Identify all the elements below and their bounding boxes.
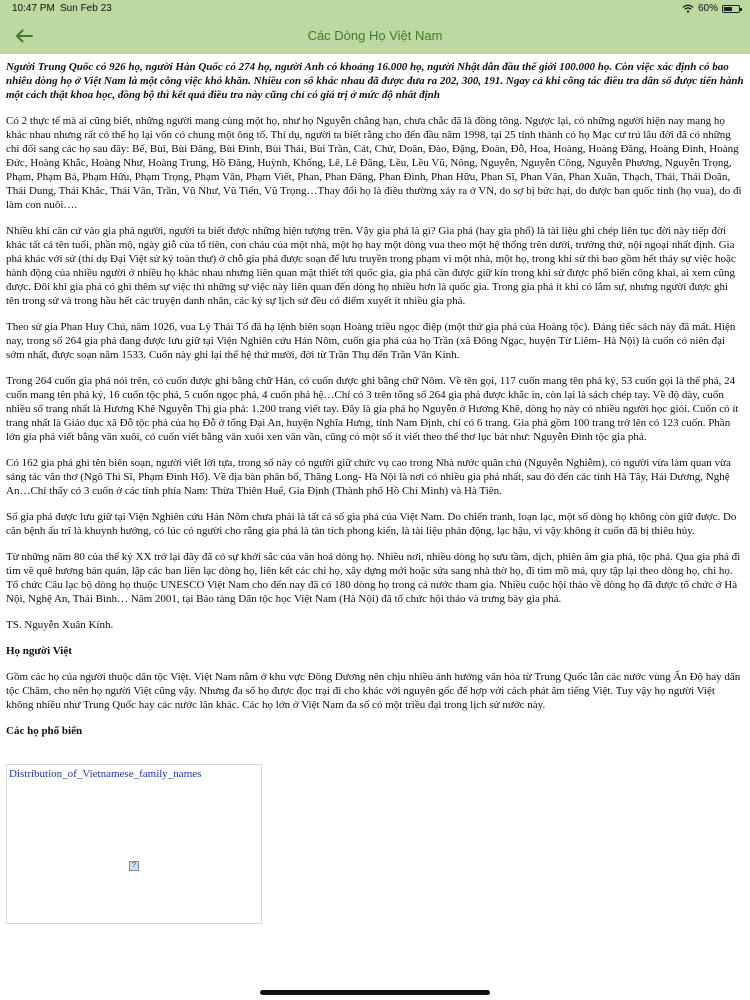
section-text-ho-nguoi-viet: Gồm các họ của người thuộc dân tộc Việt. Việt Nam nằm ở khu vực Đông Dương nên chịu nhiều ảnh hưởng văn hóa từ Trung Quốc lẫn các nước vùng Ấn Độ hay dân tộc Chăm, cho nên họ người Việt cũng vậy. Nhưng đa số họ được đọc trại đi cho khác với nguyên gốc để hợp với cách phát âm tiếng Việt. Tuy vậy họ người Việt không nhiều như Trung Quốc hay các nước lân khác. Các họ lớn ở Việt Nam đa số có một triều đại trong lịch sử nước này.: [6, 671, 741, 711]
section-heading-cac-ho-pho-bien: Các họ phổ biến: [6, 725, 83, 737]
page-title: Các Dòng Họ Việt Nam: [307, 28, 443, 43]
article-content[interactable]: [0, 54, 750, 1000]
battery-icon: [722, 5, 740, 13]
home-indicator[interactable]: [260, 990, 490, 995]
article-paragraph-4: Trong 264 cuốn gia phả nói trên, có cuốn được ghi bằng chữ Hán, có cuốn được ghi bằng chữ Nôm. Về tên gọi, 117 cuốn mang tên phả ký, 53 cuốn gọi là thế phả, 24 cuốn mang tên phả ký, 16 cuốn tộc phả, 5 cuốn ngọc phả, 4 cuốn phả hệ…Chỉ có 3 trên tổng số 264 gia phả được khắc in, còn lại là sách chép tay. Về độ dày, cuốn nhiều số trang nhất là Hương Khê Nguyễn Thị gia phả: 1.200 trang viết tay. Đây là gia phả họ Nguyễn ở Hương Khê, dòng họ này có nhiều người học giỏi. Cuốn có ít trang nhất là Giáo dục xã Đỗ tộc phả của họ Đỗ ở tổng Đại An, huyện Nghĩa Hưng, tỉnh Nam Định, chỉ có 6 trang. Gia phả gồm 100 trang trở lên có 123 cuốn. Phần lớn gia phả viết bằng văn xuôi, có cuốn viết bằng văn xuôi xen văn vần, cũng có một số ít viết theo thể thơ lục bát như: Nguyễn Đình tộc gia phả.: [6, 375, 739, 443]
article-paragraph-1: Có 2 thực tế mà ai cũng biết, những người mang cùng một họ, như họ Nguyễn chẳng hạn, chưa chắc đã là đồng tông. Ngược lại, có những người hiện nay mang họ khác nhau nhưng rất có thể họ lại vốn có chung một ông tổ. Thí dụ, người ta biết rằng cho đến đầu năm 1998, tại 25 tỉnh thành có họ Mạc cư trú lâu đời đã có những chi đổi sang các họ sau đây: Bế, Bùi, Bùi Đăng, Bùi Đình, Bùi Thái, Bùi Trần, Cát, Chử, Doãn, Đào, Đặng, Đoàn, Đỗ, Hoa, Hoàng, Hoàng Đăng, Hoàng Đình, Hoàng Đức, Hoàng Khắc, Hoàng Như, Hoàng Trung, Hồ Đăng, Huỳnh, Khổng, Lê, Lê Đăng, Lều, Lều Vũ, Nông, Nguyễn, Nguyễn Công, Nguyễn Phương, Nguyễn Trọng, Phạm, Phạm Bá, Phạm Hữu, Phạm Trọng, Phạm Văn, Phạm Viết, Phan, Phan Đăng, Phan Đình, Phan Hữu, Phan Sĩ, Phan Văn, Phan Xuân, Thạch, Thái, Thái Doãn, Thái Dung, Thái Khắc, Thái Văn, Trần, Vũ Như, Vũ Tiến, Vũ Trọng…Thay đổi họ là điều thường xảy ra ở VN, do sợ bị bức hại, do được ban quốc tính (họ vua), do đi làm con nuôi….: [6, 115, 742, 211]
battery-percent: 60%: [697, 3, 718, 14]
article-lead: Người Trung Quốc có 926 họ, người Hàn Quốc có 274 họ, người Anh có khoảng 16.000 họ, người Nhật dẫn đầu thế giới 100.000 họ. Còn việc xác định có bao nhiêu dòng họ ở Việt Nam là một công việc khó khăn. Nhiều con số khác nhau đã được đưa ra 202, 300, 191. Ngay cả khi công tác điều tra dân số được tiến hành một cách thật khoa học, đồng bộ thì kết quả điều tra này cũng chỉ có giá trị ở mức độ nhất định: [6, 61, 744, 101]
status-right: [682, 3, 740, 14]
article-author: TS. Nguyễn Xuân Kính.: [6, 619, 114, 631]
broken-image-icon: ?: [129, 861, 139, 871]
nav-bar: [0, 18, 750, 54]
section-heading-ho-nguoi-viet: Họ người Việt: [6, 645, 72, 657]
article-paragraph-6: Số gia phả được lưu giữ tại Viện Nghiên cứu Hán Nôm chưa phải là tất cả số gia phả của Việt Nam. Do chiến tranh, loạn lạc, một số dòng họ không còn giữ được. Do căn bệnh ấu trĩ là khuynh hướng, có lúc có người cho rằng gia phả là tàn tích phong kiến, là tài liệu phản động, lạc hậu, vì vậy không ít cuốn đã bị thiêu hủy.: [6, 511, 737, 537]
article-paragraph-2: Nhiều khi căn cứ vào gia phả người, người ta biết được những hiện tượng trên. Vậy gia phả là gì? Gia phả (hay gia phổ) là tài liệu ghi chép liên tục đời này tiếp đời khác tất cả tên tuổi, phần mộ, ngày giỗ của tổ tiên, con cháu của một nhà, một họ hay một dòng vua theo một hệ thống trên dưới, trưởng thứ, nội ngoại nhất định. Gia phả khác với sử (thí dụ Đại Việt sử ký toàn thư) ở chỗ gia phả được soạn để lưu truyền trong phạm vi một nhà, một họ, trong khi sử thì bao gồm hết thảy sự việc hoặc hành động của nhiều người ở nhiều họ khác nhau nhưng liên quan mật thiết tới quốc gia, gia phả cần được giữ kín trong khi sử được phổ biến công khai, ai xem cũng được. Đôi khi gia phả có ghi thêm sự việc thì những sự việc này liên quan đến dòng họ nhiều hơn là quốc gia. Trong gia phả ít khi có lắm sự, nhưng người được ghi tên trong sử và trong hầu hết các truyện danh nhân, các ký sự lịch sử đều có điểm xuyết ít nhiều gia phả.: [6, 225, 736, 307]
battery-fill: [724, 7, 732, 11]
article-paragraph-7: Từ những năm 80 của thế kỷ XX trở lại đây đã có sự khởi sắc của văn hoá dòng họ. Nhiều nơi, nhiều dòng họ sưu tầm, dịch, phiên âm gia phả, tộc phả. Qua gia phả đi tìm về quê hương bản quán, lập các ban liên lạc dòng họ, liên kết các chi họ, xây dựng mới hoặc sửa sang nhà thờ họ, đi tìm mồ mả, quy tập lại theo dòng họ, chi họ. Tổ chức Câu lạc bộ dòng họ thuộc UNESCO Việt Nam cho đến nay đã có 180 dòng họ trong cả nước tham gia. Nhiều cuộc hội thảo về dòng họ đã được tổ chức ở Hà Nội, Nghệ An, Thái Bình… Năm 2001, tại Bảo tàng Dân tộc học Việt Nam (Hà Nội) đã tổ chức hội thảo và trưng bày gia phả.: [6, 551, 741, 605]
family-names-image[interactable]: [6, 764, 262, 924]
wifi-icon: [682, 4, 694, 13]
image-caption-link[interactable]: Distribution_of_Vietnamese_family_names: [9, 768, 202, 780]
article-paragraph-5: Có 162 gia phả ghi tên biên soạn, người viết lời tựa, trong số này có người giữ chức vụ cao trong Nhà nước quân chủ (Nguyễn Nghiễm), có người vừa làm quan vừa sáng tác văn thơ (Ngô Thì Sĩ, Phạm Đình Hổ). Về địa bàn phân bố, Thăng Long- Hà Nội là nơi có nhiều gia phả nhất, sau đó đến các tỉnh Hà Tây, Hải Dương, Nghệ An…Chỉ thấy có 3 cuốn ở các tỉnh phía Nam: Thừa Thiên Huế, Gia Định (Thành phố Hồ Chí Minh) và Hà Tiên.: [6, 457, 731, 497]
status-date: Sun Feb 23: [60, 3, 112, 14]
status-time: 10:47 PM: [12, 3, 55, 14]
article-paragraph-3: Theo sử gia Phan Huy Chú, năm 1026, vua Lý Thái Tổ đã hạ lệnh biên soạn Hoàng triều ngọc điệp (một thứ gia phả của Hoàng tộc). Đáng tiếc sách này đã mất. Hiện nay, trong số 264 gia phả đang được lưu giữ tại Viện Nghiên cứu Hán Nôm, cuốn gia phả của họ Trần (xã Đông Ngạc, huyện Từ Liêm- Hà Nội) là cuốn có niên đại sớm nhất, được soạn năm 1533. Cuốn này ghi lại thế hệ thứ mười, đời từ Trần Thụ đến Trần Văn Kính.: [6, 321, 736, 361]
status-bar: [0, 0, 750, 18]
